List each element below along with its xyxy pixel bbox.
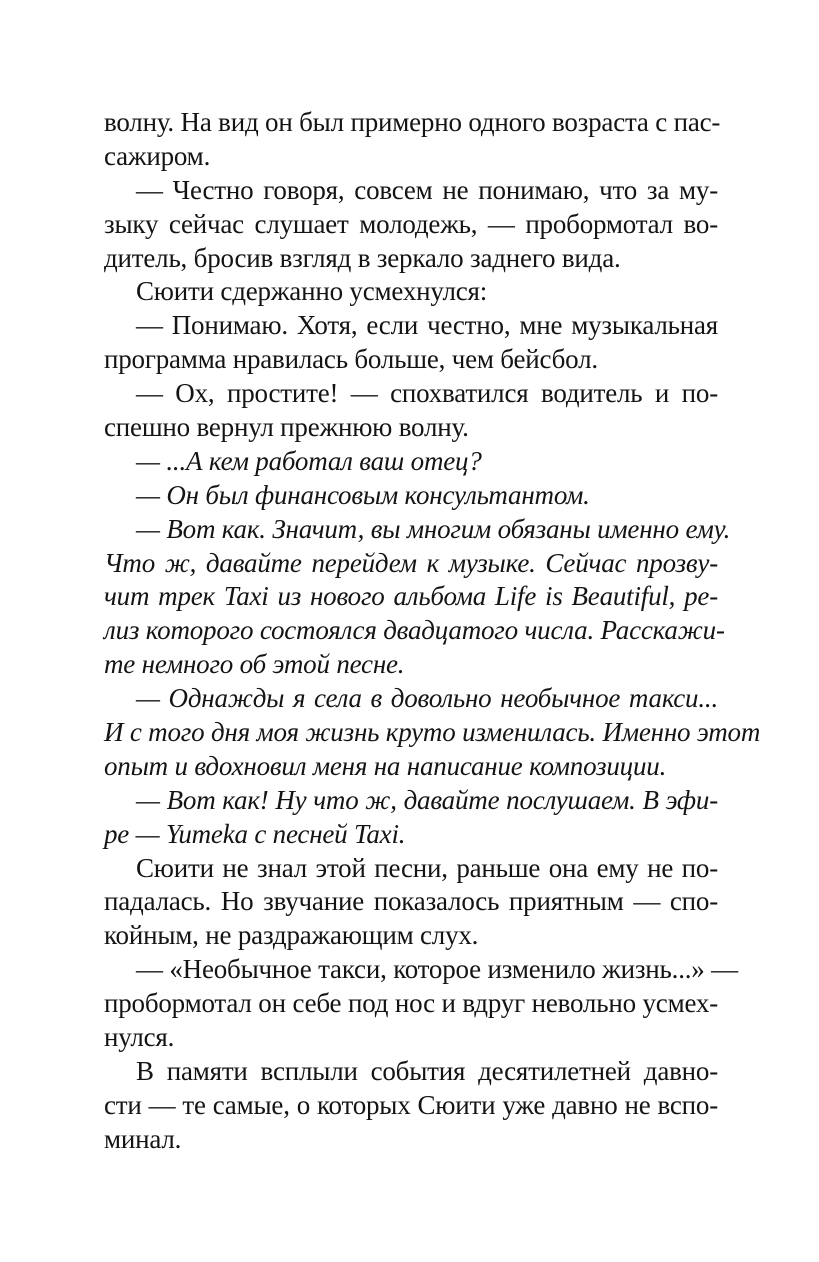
text-line: зыку сейчас слушает молодежь, — пробормотал во- [104, 208, 718, 239]
text-line: падалась. Но звучание показалось приятным — спо- [104, 886, 718, 917]
text-line: пробормотал он себе под нос и вдруг невольно усмех- [104, 988, 718, 1019]
text-line: ре — Yumeka с песней Taxi. [104, 818, 406, 849]
text-line: дитель, бросив взгляд в зеркало заднего вида. [104, 242, 621, 273]
text-line: — Ох, простите! — спохватился водитель и по- [136, 378, 718, 409]
text-line: спешно вернул прежнюю волну. [104, 412, 469, 443]
text-line: программа нравилась больше, чем бейсбол. [104, 344, 598, 375]
text-line: Сюити сдержанно усмехнулся: [136, 276, 488, 307]
page-text [104, 106, 761, 1157]
text-line: — Однажды я села в довольно необычное такси... [136, 683, 718, 714]
text-line: — Он был финансовым консультантом. [136, 479, 590, 510]
text-line: сажиром. [104, 140, 211, 171]
text-line: лиз которого состоялся двадцатого числа. Расскажи- [104, 615, 725, 646]
text-line: койным, не раздражающим слух. [104, 920, 479, 951]
text-line: — Честно говоря, совсем не понимаю, что за му- [136, 174, 718, 205]
text-line: Что ж, давайте перейдем к музыке. Сейчас прозву- [104, 547, 718, 578]
text-line: минал. [104, 1123, 182, 1154]
text-line: нулся. [104, 1022, 175, 1053]
text-line: — ...А кем работал ваш отец? [136, 445, 482, 476]
text-line: И с того дня моя жизнь круто изменилась. Именно этот [104, 717, 761, 748]
text-line: — «Необычное такси, которое изменило жизнь...» — [136, 954, 738, 985]
text-line: — Вот как! Ну что ж, давайте послушаем. В эфи- [136, 784, 718, 815]
text-line: — Вот как. Значит, вы многим обязаны именно ему. [136, 513, 731, 544]
text-line: опыт и вдохновил меня на написание композиции. [104, 750, 667, 781]
text-line: Сюити не знал этой песни, раньше она ему не по- [136, 852, 718, 883]
text-line: чит трек Taxi из нового альбома Life is Beautiful, ре- [104, 581, 718, 612]
text-line: те немного об этой песне. [104, 649, 405, 680]
text-line: волну. На вид он был примерно одного возраста с пас- [104, 107, 721, 137]
text-line: сти — те самые, о которых Сюити уже давно не вспо- [104, 1089, 718, 1120]
text-line: — Понимаю. Хотя, если честно, мне музыкальная [136, 310, 718, 341]
text-line: В памяти всплыли события десятилетней давно- [136, 1055, 718, 1086]
